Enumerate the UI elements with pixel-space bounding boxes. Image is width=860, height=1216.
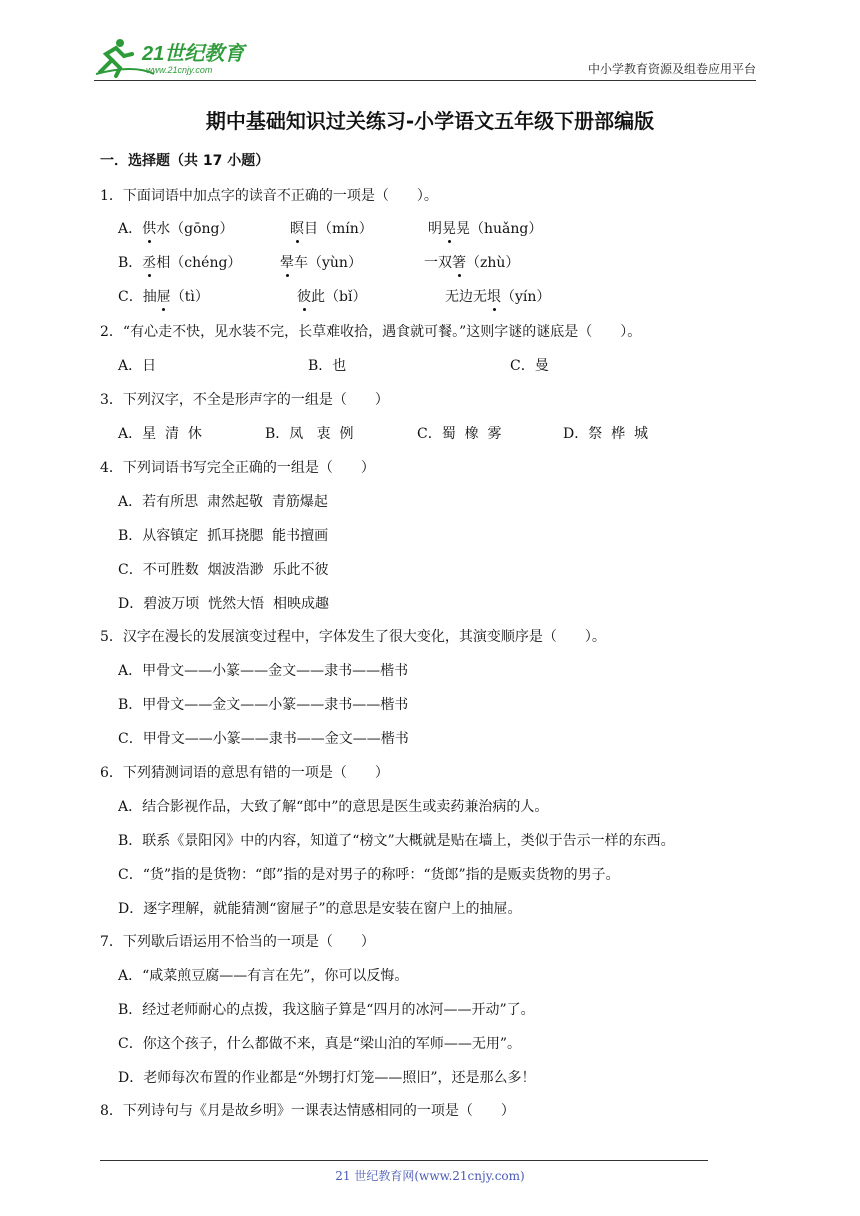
q7-option-d: D．老师每次布置的作业都是“外甥打灯笼——照旧”，还是那么多！ [118, 1070, 536, 1086]
platform-label: 中小学教育资源及组卷应用平台 [587, 62, 756, 76]
question-8: 8．下列诗句与《月是故乡明》一课表达情感相同的一项是（ ） [100, 1103, 515, 1119]
site-logo [94, 34, 264, 80]
dot-char: 彼 [297, 286, 311, 306]
dot-char: 晃 [442, 218, 456, 238]
q7-option-c: C．你这个孩子，什么都做不来，真是“梁山泊的军师——无用”。 [118, 1036, 522, 1052]
q5-option-a: A．甲骨文——小篆——金文——隶书——楷书 [118, 663, 409, 679]
runner-logo-icon [94, 34, 264, 80]
q3-option-b: B．凤 衷 例 [265, 426, 354, 442]
q2-option-c: C．曼 [510, 358, 549, 374]
question-2: 2．“有心走不快，见水装不完，长草难收拾，遇食就可餐。”这则字谜的谜底是（ ）。 [100, 324, 642, 340]
q3-option-a: A．星 清 休 [118, 426, 202, 442]
q6-option-d: D．逐字理解，就能猜测“窗屉子”的意思是安装在窗户上的抽屉。 [118, 901, 522, 917]
q1-option-c2: 彼此（bǐ） [297, 286, 366, 306]
dot-char: 晕 [280, 252, 294, 272]
dot-char: 丞 [142, 252, 156, 272]
question-7: 7．下列歇后语运用不恰当的一项是（ ） [100, 934, 375, 950]
q1-option-b2: 晕车（yùn） [280, 252, 362, 272]
logo-url: www.21cnjy.com [146, 65, 213, 75]
q1-option-a2: 瞑目（mín） [290, 218, 373, 238]
q2-option-b: B．也 [308, 358, 347, 374]
q6-option-c: C．“货”指的是货物：“郎”指的是对男子的称呼：“货郎”指的是贩卖货物的男子。 [118, 867, 620, 883]
q4-option-c: C．不可胜数 烟波浩渺 乐此不彼 [118, 562, 329, 578]
q4-option-b: B．从容镇定 抓耳挠腮 能书擅画 [118, 528, 329, 544]
question-3: 3．下列汉字，不全是形声字的一组是（ ） [100, 392, 389, 408]
q1-option-a1: A．供水（gōng） [118, 218, 234, 238]
dot-char: 垠 [487, 286, 501, 306]
q1-option-b1: B．丞相（chéng） [118, 252, 241, 272]
question-5: 5．汉字在漫长的发展演变过程中，字体发生了很大变化，其演变顺序是（ ）。 [100, 629, 606, 645]
q6-option-b: B．联系《景阳冈》中的内容，知道了“榜文”大概就是贴在墙上，类似于告示一样的东西。 [118, 833, 675, 849]
header-divider [94, 80, 756, 81]
question-1: 1．下面词语中加点字的读音不正确的一项是（ ）。 [100, 188, 438, 204]
q1-option-c1: C．抽屉（tì） [118, 286, 209, 306]
question-6: 6．下列猜测词语的意思有错的一项是（ ） [100, 765, 389, 781]
question-4: 4．下列词语书写完全正确的一组是（ ） [100, 460, 375, 476]
q3-option-d: D．祭 桦 城 [563, 426, 649, 442]
dot-char: 瞑 [290, 218, 304, 238]
logo-text: 21世纪教育 [142, 43, 245, 65]
q4-option-d: D．碧波万顷 恍然大悟 相映成趣 [118, 596, 330, 612]
q1-option-c3: 无边无垠（yín） [445, 286, 550, 306]
footer-link[interactable]: 21 世纪教育网(www.21cnjy.com) [335, 1169, 525, 1183]
q6-option-a: A．结合影视作品，大致了解“郎中”的意思是医生或卖药兼治病的人。 [118, 799, 549, 815]
q5-option-c: C．甲骨文——小篆——隶书——金文——楷书 [118, 731, 409, 747]
q5-option-b: B．甲骨文——金文——小篆——隶书——楷书 [118, 697, 409, 713]
dot-char: 供 [142, 218, 156, 238]
dot-char: 屉 [157, 286, 171, 306]
q3-option-c: C．蜀 橡 雾 [417, 426, 502, 442]
page-title: 期中基础知识过关练习-小学语文五年级下册部编版 [205, 109, 655, 133]
q4-option-a: A．若有所思 肃然起敬 青筋爆起 [118, 494, 328, 510]
q1-option-b3: 一双箸（zhù） [424, 252, 519, 272]
footer-divider [100, 1160, 708, 1161]
dot-char: 箸 [452, 252, 466, 272]
q1-option-a3: 明晃晃（huǎng） [428, 218, 542, 238]
q7-option-a: A．“咸菜煎豆腐——有言在先”，你可以反悔。 [118, 968, 409, 984]
q7-option-b: B．经过老师耐心的点拨，我这脑子算是“四月的冰河——开动”了。 [118, 1002, 535, 1018]
q2-option-a: A．日 [118, 358, 157, 374]
section-heading: 一．选择题（共 17 小题） [100, 153, 270, 169]
